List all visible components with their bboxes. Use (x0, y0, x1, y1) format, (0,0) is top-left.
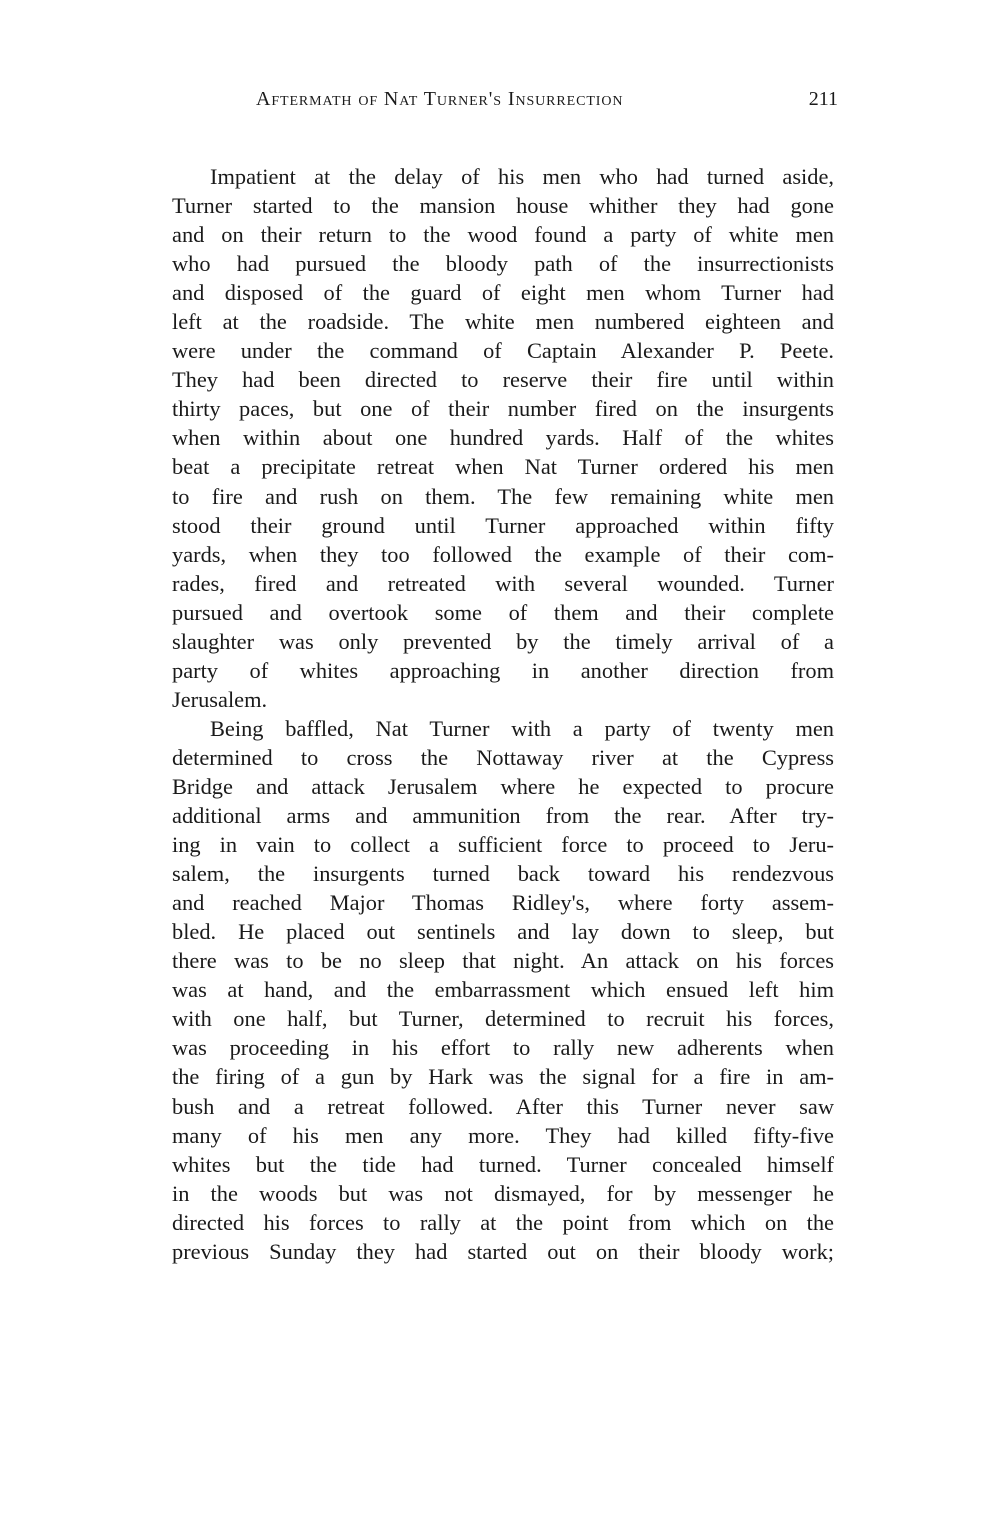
text-line: Turner started to the mansion house whither they had gone (172, 193, 834, 219)
text-line: beat a precipitate retreat when Nat Turner ordered his men (172, 454, 834, 480)
page-number: 211 (808, 88, 838, 110)
text-line: stood their ground until Turner approached within fifty (172, 512, 834, 538)
text-line: in the woods but was not dismayed, for by messenger he (172, 1180, 834, 1206)
text-line: many of his men any more. They had killed fifty-five (172, 1122, 834, 1148)
text-line: determined to cross the Nottaway river at the Cypress (172, 744, 834, 770)
text-line: there was to be no sleep that night. An attack on his forces (172, 948, 834, 974)
text-line: bled. He placed out sentinels and lay down to sleep, but (172, 919, 834, 945)
text-line: They had been directed to reserve their fire until within (172, 367, 834, 393)
text-line: ing in vain to collect a sufficient force to proceed to Jeru- (172, 832, 834, 858)
text-line: directed his forces to rally at the point from which on the (172, 1209, 834, 1235)
text-line: and on their return to the wood found a party of white men (172, 222, 834, 248)
text-line: left at the roadside. The white men numbered eighteen and (172, 309, 834, 335)
text-line: yards, when they too followed the example of their com- (172, 541, 834, 567)
text-line: Being baffled, Nat Turner with a party of twenty men (210, 715, 834, 741)
text-line: bush and a retreat followed. After this Turner never saw (172, 1093, 834, 1119)
text-line: who had pursued the bloody path of the insurrectionists (172, 251, 834, 277)
text-line: with one half, but Turner, determined to recruit his forces, (172, 1006, 834, 1032)
text-line: previous Sunday they had started out on their bloody work; (172, 1238, 834, 1264)
text-line: were under the command of Captain Alexander P. Peete. (172, 338, 834, 364)
running-header (256, 88, 838, 118)
text-line: Bridge and attack Jerusalem where he expected to procure (172, 773, 834, 799)
text-line: additional arms and ammunition from the rear. After try- (172, 803, 834, 829)
paragraph (172, 162, 834, 714)
text-line: Jerusalem. (172, 686, 268, 712)
text-line: the firing of a gun by Hark was the signal for a fire in am- (172, 1064, 834, 1090)
text-line: and disposed of the guard of eight men whom Turner had (172, 280, 834, 306)
text-line: whites but the tide had turned. Turner concealed himself (172, 1151, 834, 1177)
text-line: party of whites approaching in another direction from (172, 657, 834, 683)
text-line: Impatient at the delay of his men who had turned aside, (210, 164, 834, 189)
text-line: was at hand, and the embarrassment which ensued left him (172, 977, 834, 1003)
text-line: to fire and rush on them. The few remaining white men (172, 483, 834, 509)
text-line: was proceeding in his effort to rally new adherents when (172, 1035, 834, 1061)
text-line: and reached Major Thomas Ridley's, where forty assem- (172, 890, 834, 916)
text-line: thirty paces, but one of their number fired on the insurgents (172, 396, 834, 422)
text-line: when within about one hundred yards. Half of the whites (172, 425, 834, 451)
running-title: Aftermath of Nat Turner's Insurrection (256, 88, 624, 110)
text-line: rades, fired and retreated with several wounded. Turner (172, 570, 834, 596)
body-text (172, 162, 834, 1266)
paragraph (172, 714, 834, 1266)
text-line: pursued and overtook some of them and their complete (172, 599, 834, 625)
text-line: salem, the insurgents turned back toward his rendezvous (172, 861, 834, 887)
text-line: slaughter was only prevented by the timely arrival of a (172, 628, 834, 654)
